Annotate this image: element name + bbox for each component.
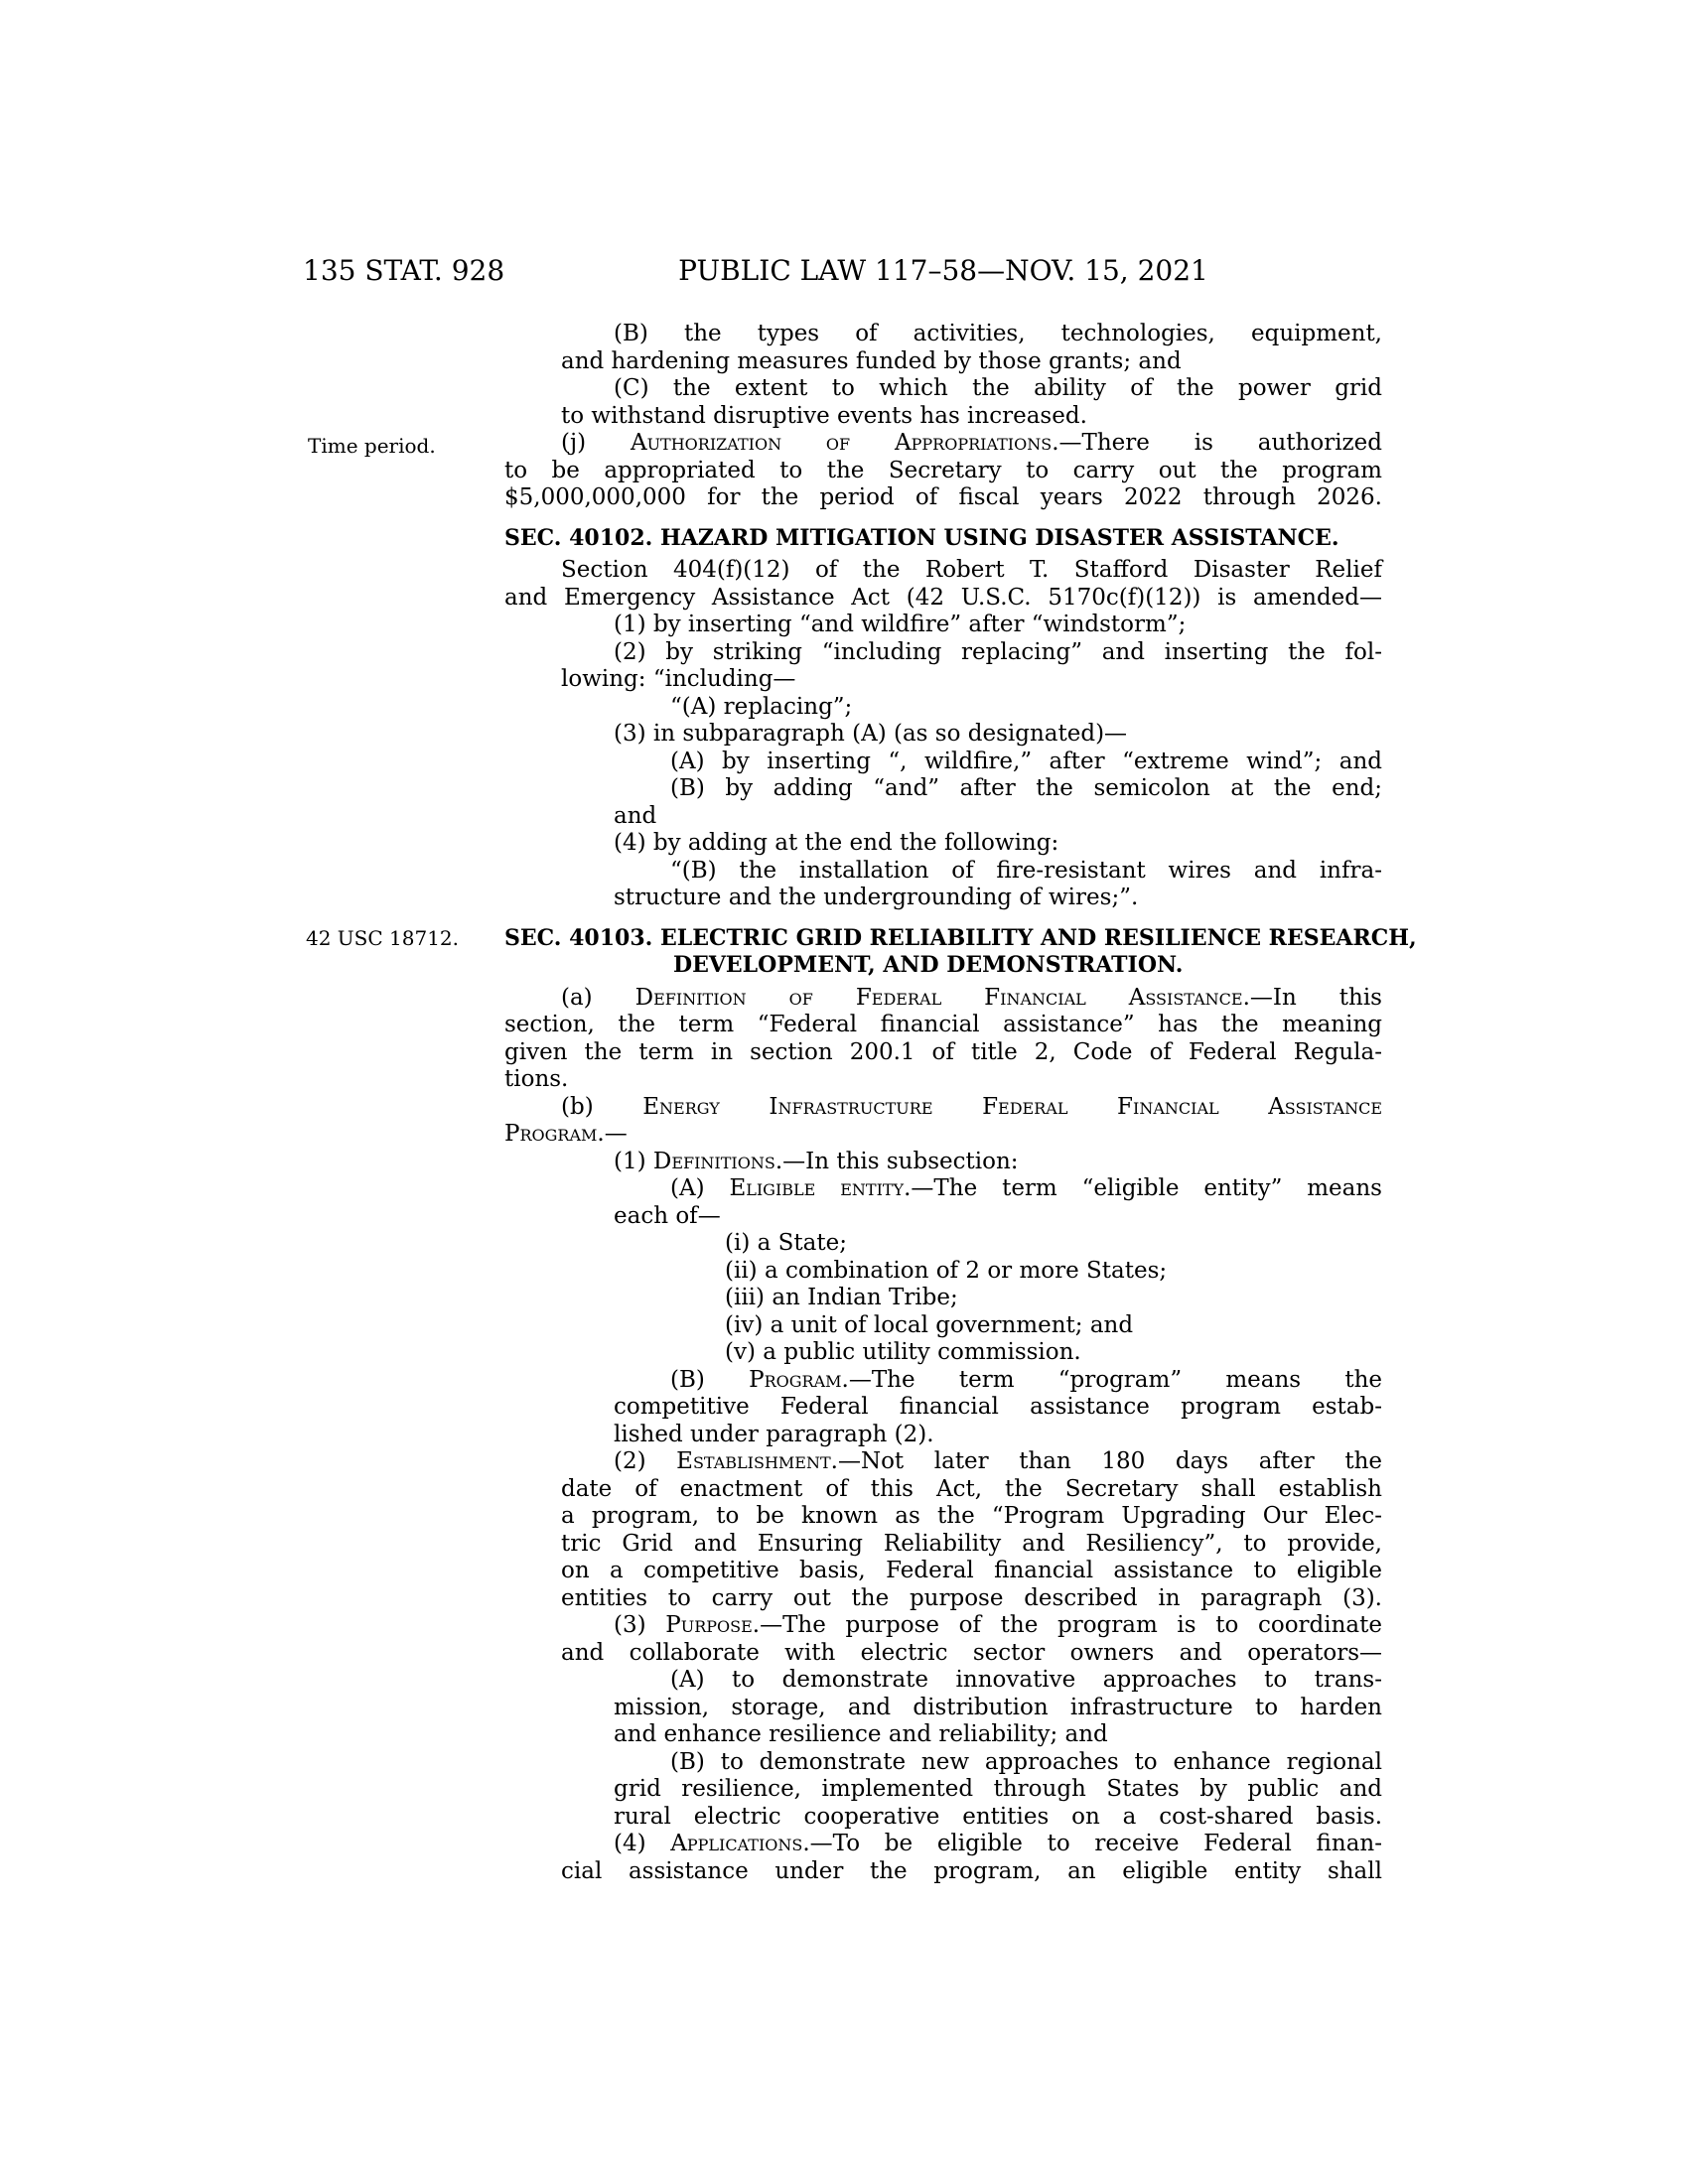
- text-line: [504, 803, 1382, 831]
- text-run: (1) by inserting “and wildfire” after “windstorm”;: [614, 612, 1187, 637]
- text-line: [504, 458, 1382, 485]
- paragraph-block: [504, 985, 1382, 1886]
- text-run: (4): [614, 1831, 671, 1856]
- small-caps-run: Program: [504, 1121, 598, 1147]
- text-line: [504, 348, 1382, 376]
- text-line: [504, 1612, 1382, 1640]
- heading-line: [504, 952, 1382, 980]
- text-line: [504, 1640, 1382, 1668]
- text-run: and hardening measures funded by those grants; and: [561, 347, 1182, 374]
- text-line: [504, 1039, 1382, 1067]
- text-line: [504, 885, 1382, 912]
- margin-note-usc-citation: 42 USC 18712.: [306, 926, 460, 950]
- margin-note-time-period: Time period.: [308, 434, 436, 458]
- paragraph-block: [504, 557, 1382, 912]
- text-run: .—There is authorized: [1052, 430, 1383, 456]
- text-run: (2) by striking “including replacing” and inserting the fol-: [614, 638, 1382, 665]
- heading-line: [504, 924, 1417, 953]
- text-line: [504, 830, 1382, 858]
- text-run: (a): [561, 984, 635, 1011]
- text-run: section, the term “Federal financial assistance” has the meaning: [504, 1012, 1382, 1037]
- text-line: [504, 1012, 1382, 1039]
- text-line: [504, 1258, 1382, 1286]
- text-run: entities to carry out the purpose described in paragraph (3).: [561, 1584, 1382, 1611]
- text-line: [504, 1175, 1382, 1203]
- text-line: [504, 375, 1382, 403]
- text-run: (A): [670, 1175, 730, 1201]
- text-run: .—The term “program” means the: [841, 1366, 1382, 1393]
- text-run: .—The term “eligible entity” means: [904, 1175, 1382, 1201]
- text-line: [504, 1749, 1382, 1777]
- running-header: [0, 254, 1688, 288]
- text-run: (2): [614, 1448, 677, 1474]
- text-run: and: [614, 802, 657, 829]
- text-line: [504, 1476, 1382, 1504]
- text-run: and enhance resilience and reliability; and: [614, 1721, 1108, 1747]
- text-run: (1): [614, 1148, 653, 1174]
- text-run: date of enactment of this Act, the Secretary shall establish: [561, 1475, 1382, 1502]
- small-caps-run: Eligible entity: [729, 1175, 905, 1201]
- text-line: [504, 1230, 1382, 1258]
- text-line: [504, 666, 1382, 694]
- text-line: [504, 1121, 1382, 1149]
- small-caps-run: Authorization of Appropriations: [630, 430, 1053, 456]
- text-line: [504, 1721, 1382, 1749]
- text-run: (i) a State;: [725, 1230, 847, 1256]
- text-run: tric Grid and Ensuring Reliability and Resiliency”, to provide,: [561, 1530, 1382, 1557]
- text-run: (B) by adding “and” after the semicolon at the end;: [670, 775, 1382, 801]
- law-title: PUBLIC LAW 117–58—NOV. 15, 2021: [678, 254, 1208, 287]
- text-line: [504, 585, 1382, 613]
- text-line: [504, 1448, 1382, 1476]
- text-run: cial assistance under the program, an eligible entity shall: [561, 1857, 1382, 1884]
- text-run: and collaborate with electric sector owners and operators—: [561, 1639, 1382, 1666]
- text-line: [504, 1149, 1382, 1176]
- text-line: [504, 1585, 1382, 1613]
- text-run: “(A) replacing”;: [670, 693, 853, 720]
- text-run: (ii) a combination of 2 or more States;: [725, 1257, 1168, 1284]
- text-line: [504, 1695, 1382, 1722]
- text-line: [504, 1531, 1382, 1559]
- text-line: [504, 1422, 1382, 1449]
- text-line: [504, 1312, 1382, 1340]
- text-run: (C) the extent to which the ability of the power grid: [614, 375, 1382, 401]
- text-run: to withstand disruptive events has increased.: [561, 402, 1087, 429]
- section-heading: [504, 924, 1417, 980]
- text-run: (B): [670, 1366, 750, 1393]
- text-run: .—The purpose of the program is to coordinate: [752, 1612, 1382, 1638]
- text-run: (B) to demonstrate new approaches to enhance regional: [670, 1748, 1382, 1775]
- text-line: [504, 484, 1382, 512]
- text-run: .—: [597, 1121, 628, 1147]
- text-run: DEVELOPMENT, AND DEMONSTRATION.: [673, 952, 1184, 978]
- small-caps-run: Definitions: [652, 1148, 775, 1174]
- text-line: [504, 1394, 1382, 1422]
- text-line: [504, 1831, 1382, 1858]
- text-run: SEC. 40103. ELECTRIC GRID RELIABILITY AND RESILIENCE RESEARCH,: [504, 924, 1417, 951]
- text-run: (iii) an Indian Tribe;: [725, 1285, 958, 1310]
- small-caps-run: Purpose: [665, 1612, 753, 1638]
- text-run: and Emergency Assistance Act (42 U.S.C. 5170c(f)(12)) is amended—: [504, 584, 1382, 611]
- text-run: each of—: [614, 1202, 721, 1229]
- text-run: on a competitive basis, Federal financial assistance to eligible: [561, 1558, 1382, 1583]
- text-line: [504, 430, 1382, 458]
- text-line: [504, 1503, 1382, 1531]
- text-line: [504, 985, 1382, 1013]
- text-run: competitive Federal financial assistance program estab-: [614, 1394, 1382, 1420]
- small-caps-run: Establishment: [676, 1448, 831, 1474]
- text-line: [504, 1804, 1382, 1832]
- text-run: to be appropriated to the Secretary to carry out the program: [504, 457, 1382, 483]
- text-line: [504, 749, 1382, 776]
- text-run: $5,000,000,000 for the period of fiscal years 2022 through 2026.: [504, 484, 1382, 510]
- text-run: (3) in subparagraph (A) (as so designated)—: [614, 721, 1128, 747]
- text-line: [504, 612, 1382, 639]
- text-run: .—To be eligible to receive Federal finan-: [802, 1831, 1382, 1856]
- text-line: [504, 775, 1382, 803]
- text-run: (A) to demonstrate innovative approaches to trans-: [670, 1667, 1382, 1693]
- text-line: [504, 721, 1382, 749]
- text-run: grid resilience, implemented through States by public and: [614, 1776, 1382, 1802]
- text-run: rural electric cooperative entities on a cost-shared basis.: [614, 1803, 1382, 1830]
- text-line: [504, 858, 1382, 886]
- text-line: [504, 1203, 1382, 1231]
- text-run: .—Not later than 180 days after the: [830, 1448, 1383, 1474]
- text-run: given the term in section 200.1 of title 2, Code of Federal Regula-: [504, 1038, 1382, 1065]
- text-line: [504, 1339, 1382, 1367]
- text-line: [504, 1776, 1382, 1804]
- stat-citation: 135 STAT. 928: [303, 254, 505, 287]
- text-line: [504, 1066, 1382, 1094]
- text-run: mission, storage, and distribution infrastructure to harden: [614, 1694, 1382, 1720]
- small-caps-run: Applications: [670, 1831, 803, 1856]
- text-line: [504, 1858, 1382, 1886]
- section-heading: [504, 525, 1382, 553]
- text-line: [504, 557, 1382, 585]
- text-run: .—In this: [1242, 984, 1382, 1011]
- text-line: [504, 639, 1382, 667]
- body-column: [504, 321, 1417, 1885]
- small-caps-run: Program: [749, 1366, 842, 1393]
- small-caps-run: Energy Infrastructure Federal Financial Assistance: [642, 1093, 1383, 1120]
- text-run: “(B) the installation of fire-resistant wires and infra-: [670, 857, 1382, 884]
- text-run: lished under paragraph (2).: [614, 1421, 934, 1447]
- text-run: a program, to be known as the “Program Upgrading Our Elec-: [561, 1503, 1382, 1529]
- text-run: lowing: “including—: [561, 666, 796, 692]
- text-run: (A) by inserting “, wildfire,” after “extreme wind”; and: [670, 748, 1382, 774]
- text-run: (B) the types of activities, technologies, equipment,: [614, 321, 1382, 346]
- text-line: [504, 1667, 1382, 1695]
- text-line: [504, 321, 1382, 348]
- paragraph-block: [504, 321, 1382, 512]
- text-run: (b): [561, 1093, 643, 1120]
- text-run: (iv) a unit of local government; and: [725, 1311, 1134, 1338]
- text-line: [504, 1094, 1382, 1122]
- text-line: [504, 1367, 1382, 1395]
- text-line: [504, 403, 1382, 431]
- text-run: structure and the undergrounding of wires;”.: [614, 885, 1139, 910]
- text-run: (3): [614, 1612, 666, 1638]
- text-run: Section 404(f)(12) of the Robert T. Stafford Disaster Relief: [561, 557, 1382, 583]
- small-caps-run: Definition of Federal Financial Assistance: [634, 984, 1243, 1011]
- text-run: (j): [561, 430, 631, 456]
- text-run: .—In this subsection:: [774, 1148, 1019, 1174]
- heading-line: [504, 525, 1382, 553]
- text-run: (4) by adding at the end the following:: [614, 830, 1059, 856]
- text-line: [504, 1558, 1382, 1585]
- text-run: (v) a public utility commission.: [725, 1339, 1081, 1365]
- text-run: tions.: [504, 1066, 569, 1092]
- text-run: SEC. 40102. HAZARD MITIGATION USING DISASTER ASSISTANCE.: [504, 524, 1339, 551]
- text-line: [504, 694, 1382, 722]
- text-line: [504, 1285, 1382, 1312]
